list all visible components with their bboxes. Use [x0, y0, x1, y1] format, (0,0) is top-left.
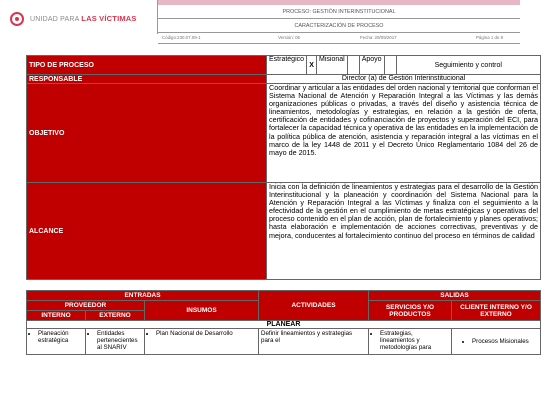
interno-header: INTERNO [27, 311, 86, 321]
header-version: Versión: 06 [278, 35, 300, 40]
logo-icon [10, 12, 24, 26]
header-code: Código:230.07.09-1 [162, 35, 201, 40]
row-cliente: • Procesos Misionales [452, 329, 541, 355]
row-servicios: • Estrategias, lineamientos y metodologías para [369, 329, 452, 355]
actividades-header: ACTIVIDADES [259, 291, 369, 321]
row-actividades: Definir lineamientos y estrategias para el [259, 329, 369, 355]
responsable-value: Director (a) de Gestión Interinstitucional [267, 75, 541, 84]
salidas-header: SALIDAS [369, 291, 541, 301]
tipo-apoyo-box [384, 56, 396, 75]
tipo-apoyo: Apoyo [359, 56, 384, 75]
objetivo-label: OBJETIVO [27, 84, 267, 183]
logo-text [30, 14, 137, 23]
tipo-misional: Misional [317, 56, 348, 75]
tipo-mark: X [307, 56, 317, 75]
proveedor-header: PROVEEDOR [27, 301, 145, 311]
tipo-label: TIPO DE PROCESO [27, 56, 267, 75]
row-interno: • Planeación estratégica [27, 329, 86, 355]
logo-bold: LAS VÍCTIMAS [81, 14, 137, 23]
row-insumos: • Plan Nacional de Desarrollo [145, 329, 259, 355]
header-process: PROCESO: GESTIÓN INTERINSTITUCIONAL [158, 5, 520, 19]
tipo-estrategico: Estratégico [267, 56, 307, 75]
logo-prefix: UNIDAD PARA [30, 16, 80, 23]
tipo-seguimiento: Seguimiento y control [396, 56, 540, 75]
alcance-text: Inicia con la definición de lineamientos y estrategias para el desarrollo de la Gestión Interinstitucional y la planeación y coordinación del Sistema Nacional para la Atención y Reparación Integral a las Víctimas y finaliza con el seguimiento a la efectividad de la gestión en el cumplimiento de metas estratégicas y operativas del proceso contenido en el plan de acción, plan de fortalecimiento y planes operativos; hasta elaboración e implementación de acciones correctivas, preventivas y de mejora, conducentes al fortalecimiento continuo del proceso en términos de calidad [267, 183, 541, 280]
insumos-header: INSUMOS [145, 301, 259, 321]
tipo-misional-box [347, 56, 359, 75]
header-meta-row [158, 33, 520, 44]
planear-row: PLANEAR [27, 321, 541, 329]
row-externo: • Entidades pertenecientes al SNARIV [86, 329, 145, 355]
entradas-header: ENTRADAS [27, 291, 259, 301]
header-page: Página 1 de 9 [476, 35, 504, 40]
cliente-header: CLIENTE INTERNO Y/O EXTERNO [452, 301, 541, 321]
header-date: Fecha: 29/09/2017 [360, 35, 397, 40]
header-characterization: CARACTERIZACIÓN DE PROCESO [158, 19, 520, 33]
responsable-label: RESPONSABLE [27, 75, 267, 84]
objetivo-text: Coordinar y articular a las entidades del orden nacional y territorial que conforman el Sistema Nacional de Atención y Reparación Integral a las Víctimas y las demás organizaciones públicas o privadas, a través del diseño y asistencia técnica de lineamientos, metodologías y estrategias, en relación a la gestión de oferta, certificación de entidades y cofinanciación de proyectos y superación del ECI, para fortalecer la capacidad técnica y operativa de las entidades en la implementación de la política pública de atención, asistencia y reparación integral a las víctimas en el marco de la ley 1448 de 2011 y el Decreto Único Reglamentario 1084 del 26 de mayo de 2015. [267, 84, 541, 183]
externo-header: EXTERNO [86, 311, 145, 321]
alcance-label: ALCANCE [27, 183, 267, 280]
inputs-outputs-table [26, 290, 541, 355]
servicios-header: SERVICIOS Y/O PRODUCTOS [369, 301, 452, 321]
process-table [26, 55, 541, 280]
